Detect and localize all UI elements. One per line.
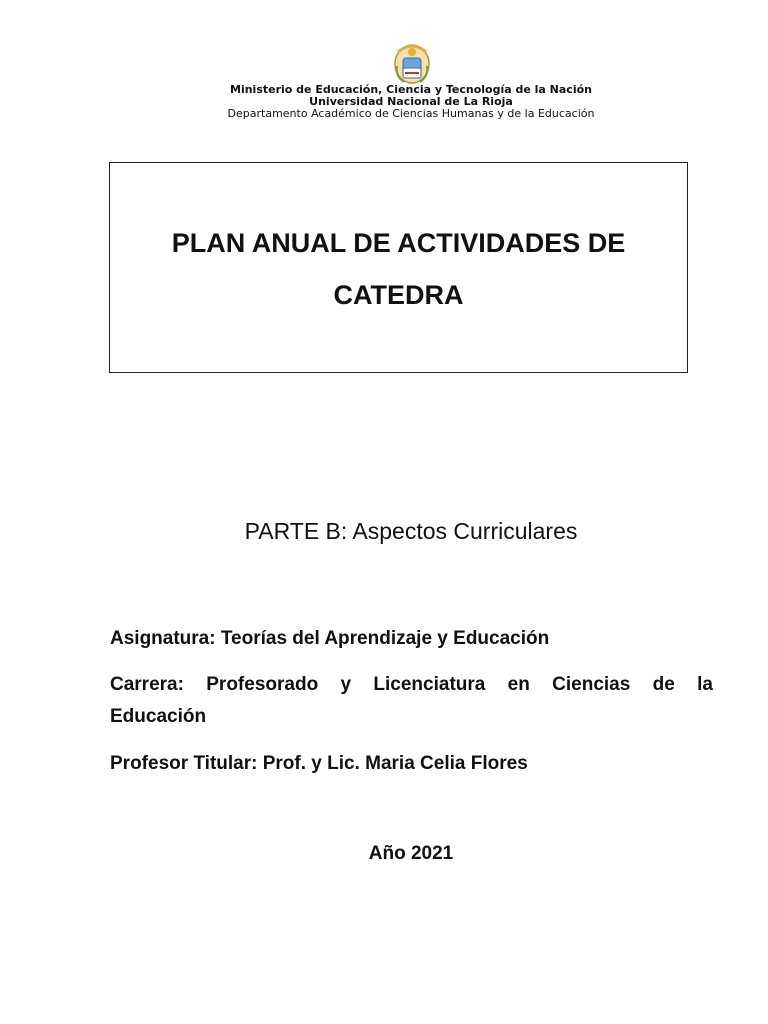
section-heading: PARTE B: Aspectos Curriculares xyxy=(244,518,578,544)
department-name: Departamento Académico de Ciencias Humanas y de la Educación xyxy=(227,107,595,120)
institution-header xyxy=(0,84,768,120)
document-title-line1: PLAN ANUAL DE ACTIVIDADES DE xyxy=(171,228,626,258)
subject-field: Asignatura: Teorías del Aprendizaje y Educación xyxy=(110,628,550,649)
university-name: Universidad Nacional de La Rioja xyxy=(309,95,513,108)
ministry-name: Ministerio de Educación, Ciencia y Tecnología de la Nación xyxy=(230,83,592,96)
university-seal-icon xyxy=(392,42,432,86)
career-line1: Carrera: Profesorado y Licenciatura en Ciencias de la xyxy=(110,674,713,695)
document-title-line2: CATEDRA xyxy=(333,280,464,310)
career-line2: Educación xyxy=(110,706,207,727)
year: Año 2021 xyxy=(368,843,454,864)
title-box xyxy=(109,162,688,373)
professor-field: Profesor Titular: Prof. y Lic. Maria Celia Flores xyxy=(110,753,528,774)
career-field xyxy=(110,669,713,733)
